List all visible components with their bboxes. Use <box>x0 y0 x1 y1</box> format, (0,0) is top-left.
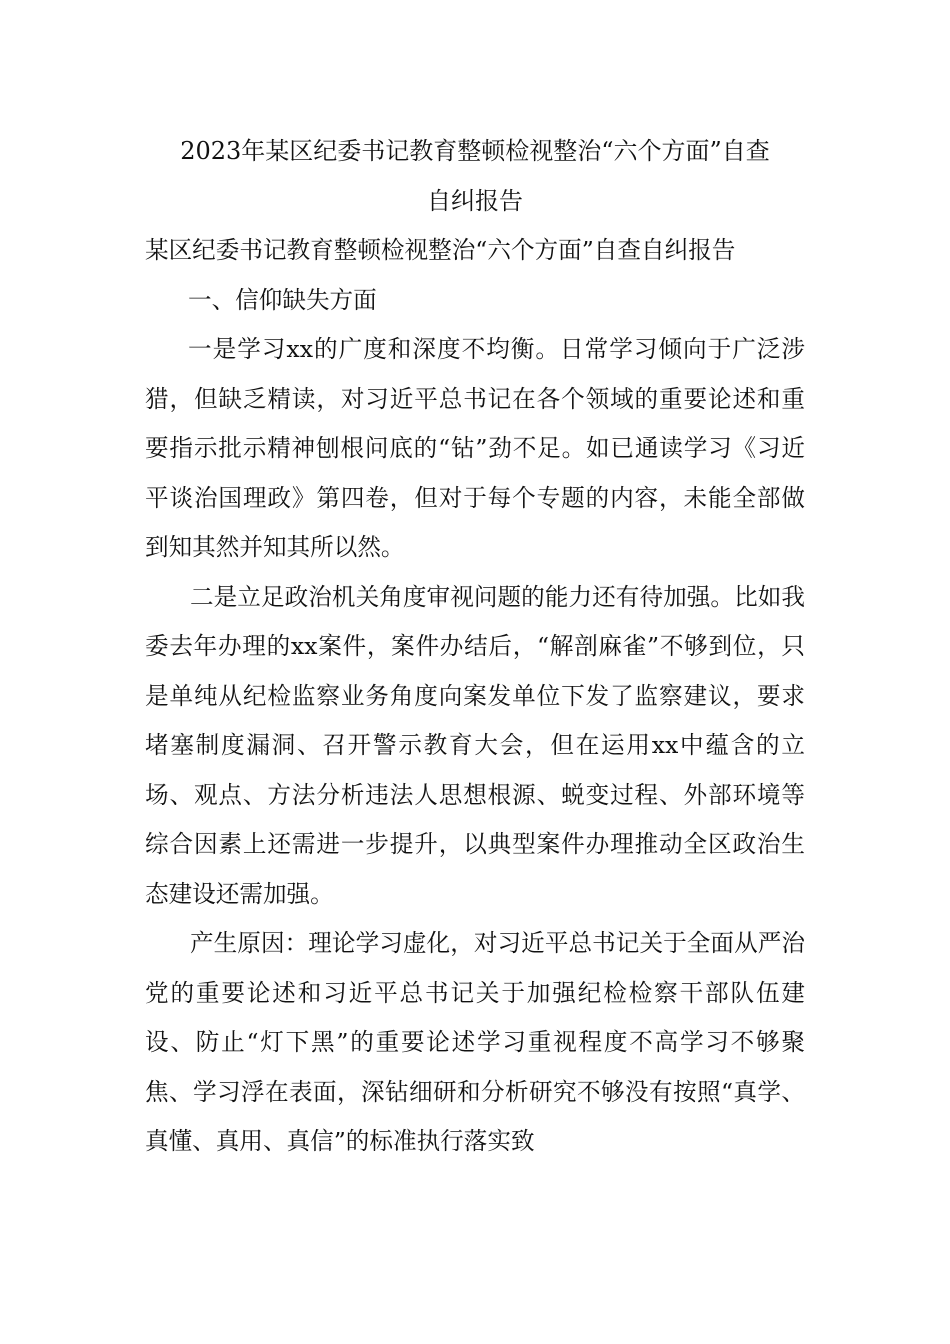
paragraph-3: 产生原因：理论学习虚化，对习近平总书记关于全面从严治党的重要论述和习近平总书记关于加强纪检检察干部队伍建设、防止“灯下黑”的重要论述学习重视程度不高学习不够聚焦、学习浮在表面，深钻细研和分析研究不够没有按照“真学、真懂、真用、真信”的标准执行落实致 <box>145 929 805 1155</box>
document-title-line-2: 自纠报告 <box>427 187 523 215</box>
document-subtitle: 某区纪委书记教育整顿检视整治“六个方面”自查自纠报告 <box>145 236 736 264</box>
paragraph-1: 一是学习xx的广度和深度不均衡。日常学习倾向于广泛涉猎，但缺乏精读，对习近平总书记在各个领域的重要论述和重要指示批示精神刨根问底的“钻”劲不足。如已通读学习《习近平谈治国理政》第四卷，但对于每个专题的内容，未能全部做到知其然并知其所以然。 <box>145 335 805 561</box>
document-title-line-1: 2023年某区纪委书记教育整顿检视整治“六个方面”自查 <box>180 137 770 165</box>
document-body <box>145 226 805 1167</box>
paragraph-2: 二是立足政治机关角度审视问题的能力还有待加强。比如我委去年办理的xx案件，案件办结后，“解剖麻雀”不够到位，只是单纯从纪检监察业务角度向案发单位下发了监察建议，要求堵塞制度漏洞、召开警示教育大会，但在运用xx中蕴含的立场、观点、方法分析违法人思想根源、蜕变过程、外部环境等综合因素上还需进一步提升，以典型案件办理推动全区政治生态建设还需加强。 <box>145 582 805 908</box>
section-heading-1: 一、信仰缺失方面 <box>188 285 377 314</box>
